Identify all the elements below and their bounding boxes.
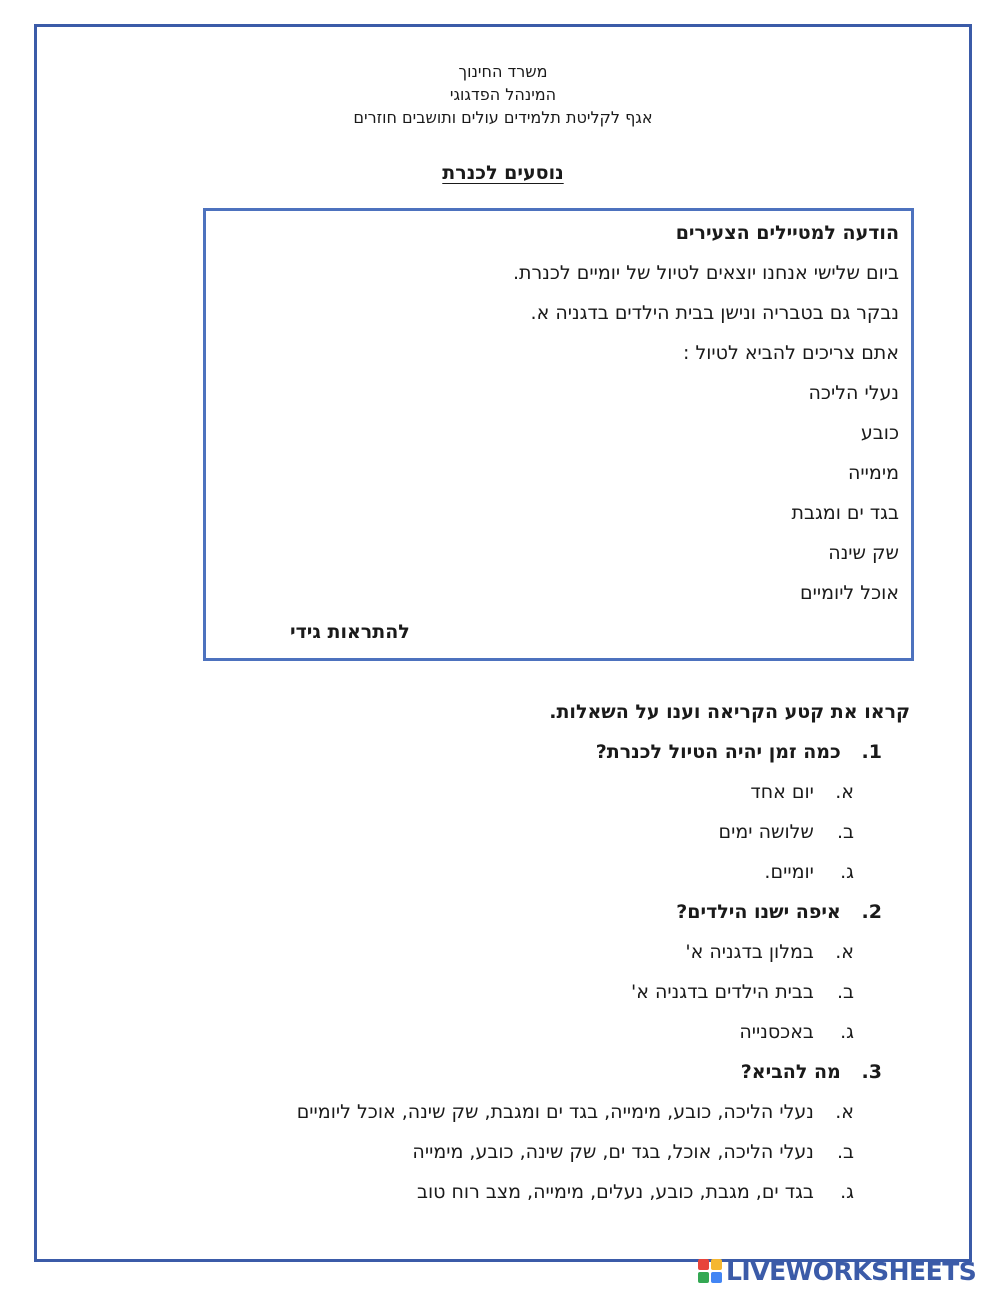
- notice-line: נבקר גם בטבריה ונישן בבית הילדים בדגניה א.: [530, 302, 899, 324]
- answer-option[interactable]: [750, 780, 854, 804]
- question-text: מה להביא?: [740, 1061, 841, 1083]
- option-letter: ג.: [840, 1181, 854, 1203]
- header-line-ministry: משרד החינוך: [458, 62, 548, 81]
- logo-text: LIVEWORKSHEETS: [726, 1256, 977, 1286]
- logo-square-icon: [698, 1272, 709, 1283]
- answer-option[interactable]: [417, 1180, 854, 1204]
- packing-item: נעלי הליכה: [808, 382, 899, 404]
- answer-option[interactable]: [297, 1100, 854, 1124]
- option-text: יום אחד: [750, 781, 814, 803]
- option-text: באכסנייה: [739, 1021, 814, 1043]
- answer-option[interactable]: [739, 1020, 854, 1044]
- liveworksheets-logo[interactable]: [698, 1256, 976, 1286]
- question-2: [676, 900, 882, 924]
- option-letter: ב.: [836, 981, 854, 1003]
- question-number: 3.: [861, 1061, 882, 1083]
- question-text: איפה ישנו הילדים?: [676, 901, 841, 923]
- question-3: [741, 1060, 882, 1084]
- question-1: [596, 740, 882, 764]
- answer-option[interactable]: [719, 820, 854, 844]
- notice-line: אתם צריכים להביא לטיול :: [683, 342, 899, 364]
- page-title: נוסעים לכנרת: [442, 162, 564, 184]
- logo-mark-icon: [698, 1259, 722, 1283]
- packing-item: אוכל ליומיים: [800, 582, 899, 604]
- packing-item: מימייה: [848, 462, 899, 484]
- answer-option[interactable]: [631, 980, 854, 1004]
- option-text: בבית הילדים בדגניה א': [631, 981, 814, 1003]
- option-letter: ב.: [836, 1141, 854, 1163]
- packing-item: בגד ים ומגבת: [791, 502, 899, 524]
- header-line-administration: המינהל הפדגוגי: [449, 85, 557, 104]
- option-text: נעלי הליכה, כובע, מימייה, בגד ים ומגבת, שק שינה, אוכל ליומיים: [296, 1101, 814, 1123]
- header-line-department: אגף לקליטת תלמידים עולים ותושבים חוזרים: [353, 108, 653, 127]
- option-letter: א.: [835, 781, 854, 803]
- question-number: 2.: [861, 901, 882, 923]
- packing-item: שק שינה: [828, 542, 899, 564]
- notice-line: ביום שלישי אנחנו יוצאים לטיול של יומיים לכנרת.: [512, 262, 899, 284]
- logo-square-icon: [711, 1272, 722, 1283]
- question-number: 1.: [861, 741, 882, 763]
- question-text: כמה זמן יהיה הטיול לכנרת?: [595, 741, 841, 763]
- logo-square-icon: [711, 1259, 722, 1270]
- ministry-header: [34, 60, 972, 129]
- option-text: יומיים.: [764, 861, 814, 883]
- packing-item: כובע: [860, 422, 899, 444]
- notice-signature: להתראות גידי: [290, 621, 410, 643]
- instructions: קראו את קטע הקריאה וענו על השאלות.: [549, 701, 910, 723]
- option-text: במלון בדגניה א': [685, 941, 814, 963]
- option-text: נעלי הליכה, אוכל, בגד ים, שק שינה, כובע, מימייה: [412, 1141, 814, 1163]
- option-text: בגד ים, מגבת, כובע, נעלים, מימייה, מצב רוח טוב: [416, 1181, 814, 1203]
- answer-option[interactable]: [764, 860, 854, 884]
- logo-square-icon: [698, 1259, 709, 1270]
- notice-heading: הודעה למטיילים הצעירים: [675, 222, 899, 244]
- answer-option[interactable]: [412, 1140, 854, 1164]
- answer-option[interactable]: [685, 940, 854, 964]
- option-letter: א.: [835, 941, 854, 963]
- option-letter: א.: [835, 1101, 854, 1123]
- option-letter: ג.: [840, 1021, 854, 1043]
- option-letter: ב.: [836, 821, 854, 843]
- option-text: שלושה ימים: [718, 821, 814, 843]
- notice-box: [203, 208, 914, 661]
- option-letter: ג.: [840, 861, 854, 883]
